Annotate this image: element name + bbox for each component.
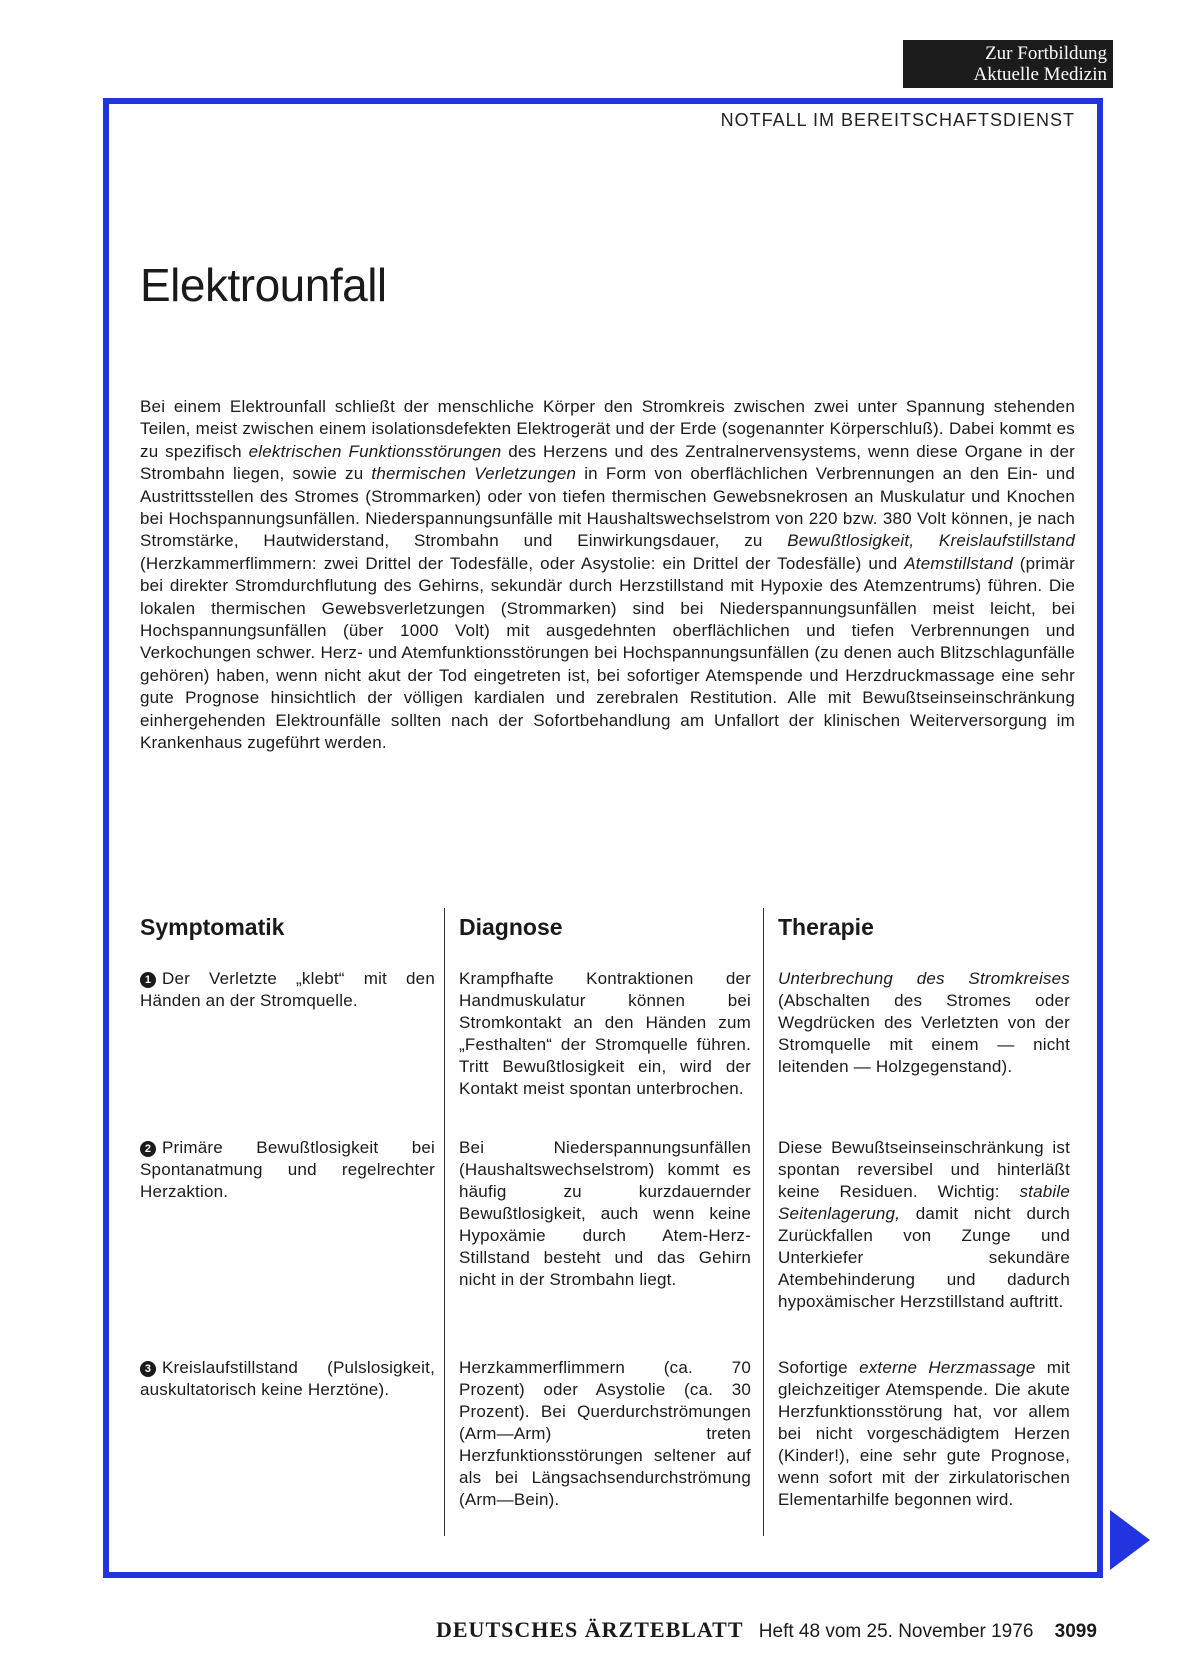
column-therapie: [778, 912, 1070, 1509]
body-text: (primär bei direkter Stromdurchflutung des Gehirns, sekundär durch Herzstillstand mit Hypoxie des Atemzentrums) führen. Die lokalen thermischen Gewebsverletzungen (Strommarken) sind bei Niederspannungsunfällen meist leicht, bei Hochspannungsunfällen (über 1000 Volt) mit ausgedehnten oberflächlichen und tiefen Verbrennungen und Verkochungen schwer. Herz- und Atemfunktionsstörungen bei Hochspannungsunfällen (zu denen auch Blitzschlagunfälle gehören) haben, wenn nicht akut der Tod eingetreten ist, bei sofortiger Atemspende und Herzdruckmassage eine sehr gute Prognose hinsichtlich der völligen kardialen und zerebralen Restitution. Alle mit Bewußtseinseinschränkung einhergehenden Elektrounfälle sollten nach der Sofortbehandlung am Unfallort der klinischen Weiterversorgung im Krankenhaus zugeführt werden.: [140, 553, 1075, 753]
column-divider: [444, 908, 445, 1536]
number-badge-icon: 2: [140, 1141, 156, 1157]
body-text: des Herzens und des Zentralnervensystems, wenn diese Organe in der Strombahn liegen, sowie zu: [140, 441, 1075, 484]
emphasis-text: Bewußtlosigkeit, Kreislaufstillstand: [787, 531, 1075, 551]
emphasis-text: thermischen Verletzungen: [371, 464, 577, 484]
diagnose-row: Herzkammerflimmern (ca. 70 Prozent) oder Asystolie (ca. 30 Prozent). Bei Querdurchströmungen (Arm—Arm) treten Herzfunktionsstörungen seltener auf als bei Längsachsendurchströmung (Arm—Bein).: [459, 1358, 751, 1509]
number-badge-icon: 1: [140, 972, 156, 988]
body-text: Bei einem Elektrounfall schließt der menschliche Körper den Stromkreis zwischen zwei unter Spannung stehenden Teilen, meist zwischen einem isolationsdefekten Elektrogerät und der Erde (sogenannter Körperschluß). Dabei kommt es zu spezifisch: [140, 397, 1075, 461]
journal-name: DEUTSCHES ÄRZTEBLATT: [436, 1617, 744, 1642]
column-diagnose: [459, 912, 751, 1509]
body-text: mit gleichzeitiger Atemspende. Die akute Herzfunktionsstörung hat, vor allem bei nicht vorgeschädigtem Herzen (Kinder!), eine sehr gute Prognose, wenn sofort mit der zirkulatorischen Elementarhilfe begonnen wird.: [778, 1358, 1070, 1509]
section-label: NOTFALL IM BEREITSCHAFTSDIENST: [720, 110, 1075, 130]
emphasis-text: stabile Seitenlagerung,: [778, 1182, 1070, 1223]
symptom-text: Kreislaufstillstand (Pulslosigkeit, auskultatorisch keine Herztöne).: [140, 1358, 435, 1399]
number-badge-icon: 3: [140, 1361, 156, 1377]
diagnose-row: Bei Niederspannungsunfällen (Haushaltswechselstrom) kommt es häufig zu kurzdauernder Bewußtlosigkeit, auch wenn keine Hypoxämie durch Atem-Herz-Stillstand besteht und das Gehirn nicht in der Strombahn liegt.: [459, 1138, 751, 1289]
therapie-row: [778, 1357, 1070, 1511]
column-heading: Symptomatik: [140, 914, 285, 940]
symptom-row: [140, 1357, 435, 1401]
body-text: damit nicht durch Zurückfallen von Zunge und Unterkiefer sekundäre Atembehinderung und dadurch hypoxämischer Herzstillstand auftritt.: [778, 1204, 1070, 1311]
emphasis-text: elektrischen Funktionsstörungen: [248, 441, 502, 461]
page-number: 3099: [1054, 1621, 1097, 1642]
emphasis-text: Atemstillstand: [904, 553, 1013, 573]
issue-info: Heft 48 vom 25. November 1976: [758, 1621, 1034, 1642]
intro-paragraph: [140, 396, 1075, 755]
emphasis-text: Unterbrechung des Stromkreises: [778, 969, 1070, 988]
symptom-row: [140, 1137, 435, 1203]
therapie-row: [778, 1137, 1070, 1313]
symptom-text: Der Verletzte „klebt“ mit den Händen an der Stromquelle.: [140, 969, 435, 1010]
diagnose-row: Krampfhafte Kontraktionen der Handmuskulatur können bei Stromkontakt an den Händen zum „Festhalten“ der Stromquelle führen. Tritt Bewußtlosigkeit ein, wird der Kontakt meist spontan unterbrochen.: [459, 969, 751, 1098]
emphasis-text: externe Herzmassage: [859, 1358, 1036, 1377]
symptom-row: [140, 968, 435, 1012]
column-divider: [763, 908, 764, 1536]
category-badge: [903, 40, 1113, 88]
symptom-text: Primäre Bewußtlosigkeit bei Spontanatmung und regelrechter Herzaktion.: [140, 1138, 435, 1201]
body-text: Sofortige: [778, 1358, 860, 1377]
column-symptomatik: [140, 912, 435, 1399]
body-text: (Herzkammerflimmern: zwei Drittel der Todesfälle, oder Asystolie: ein Drittel der Todesfälle) und: [140, 553, 905, 573]
therapie-row: [778, 968, 1070, 1078]
blue-frame: [103, 98, 1103, 1578]
body-text: (Abschalten des Stromes oder Wegdrücken des Verletzten von der Stromquelle mit einem — nicht leitenden — Holzgegenstand).: [778, 991, 1070, 1076]
page-footer: [436, 1617, 1101, 1643]
badge-line-1: Zur Fortbildung: [985, 43, 1107, 64]
column-heading: Therapie: [778, 914, 874, 940]
continue-arrow-icon: [1110, 1510, 1150, 1570]
article-title: Elektrounfall: [140, 259, 387, 311]
body-text: Diese Bewußtseinseinschränkung ist spontan reversibel und hinterläßt keine Residuen. Wichtig:: [778, 1138, 1070, 1201]
column-heading: Diagnose: [459, 914, 563, 940]
body-text: in Form von oberflächlichen Verbrennungen an den Ein- und Austrittsstellen des Stromes (Strommarken) oder von tiefen thermischen Gewebsnekrosen an Muskulatur und Knochen bei Hochspannungsunfällen. Niederspannungsunfälle mit Haushaltswechselstrom von 220 bzw. 380 Volt können, je nach Stromstärke, Hautwiderstand, Strombahn und Einwirkungsdauer, zu: [140, 464, 1076, 551]
badge-line-2: Aktuelle Medizin: [973, 64, 1107, 85]
